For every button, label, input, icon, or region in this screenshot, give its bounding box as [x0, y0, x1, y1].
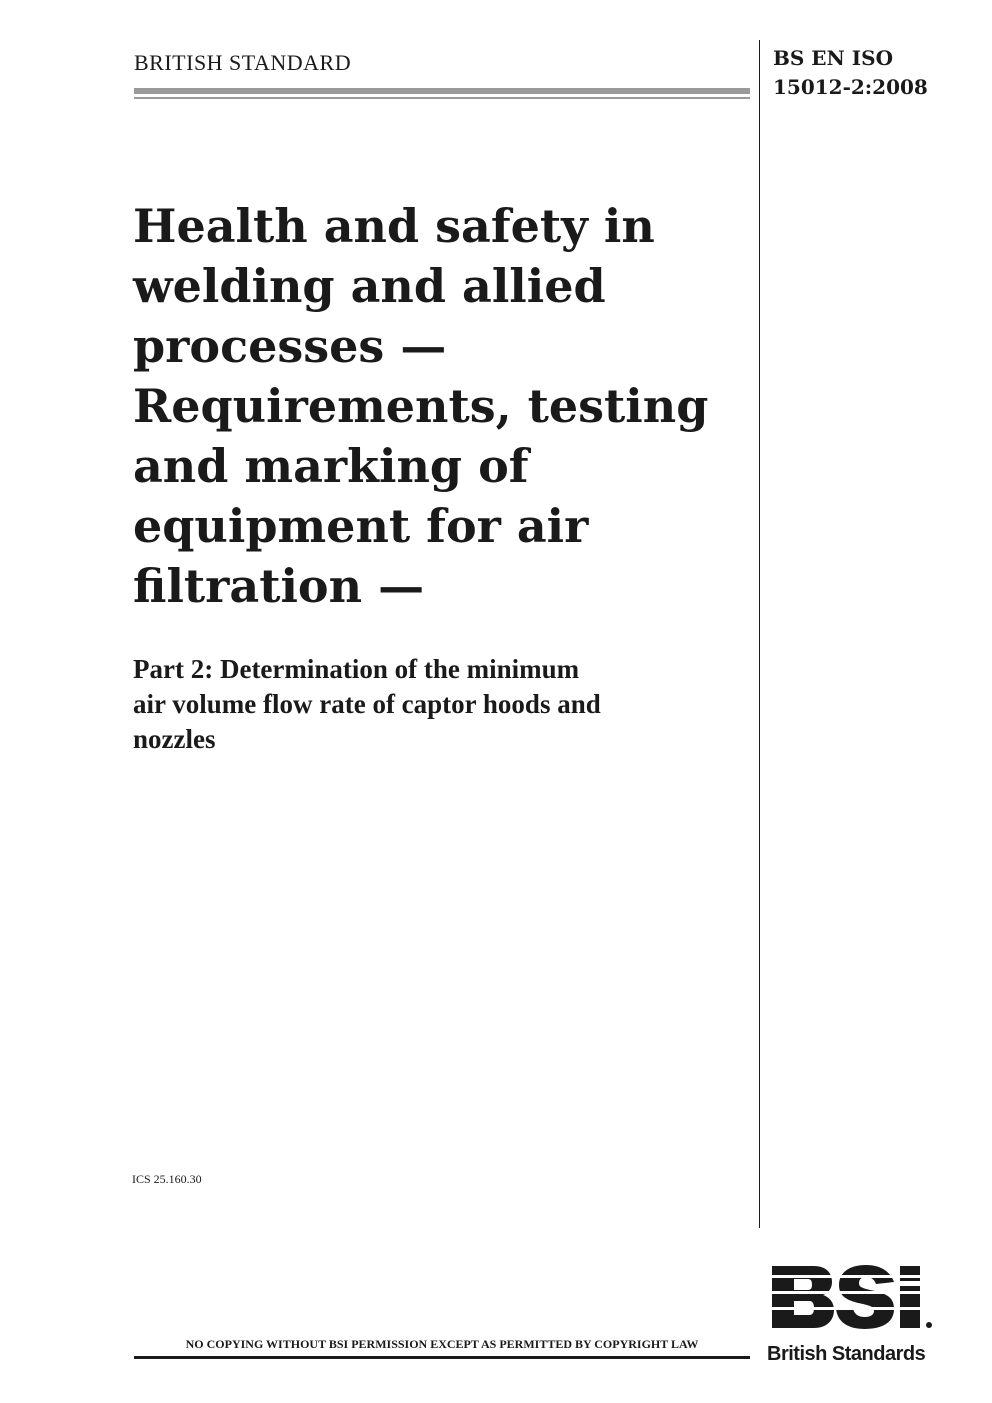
title-line: filtration —: [133, 559, 425, 613]
header-rule-thick: [134, 88, 750, 94]
subtitle-line: nozzles: [133, 724, 216, 754]
copyright-notice: NO COPYING WITHOUT BSI PERMISSION EXCEPT AS PERMITTED BY COPYRIGHT LAW: [185, 1337, 699, 1351]
title-line: Requirements, testing: [133, 379, 709, 433]
vertical-divider: [759, 40, 760, 1228]
header-label: BRITISH STANDARD: [134, 50, 352, 75]
ics-code: ICS 25.160.30: [132, 1172, 202, 1186]
title-line: Health and safety in: [133, 199, 655, 253]
main-title: [133, 196, 733, 616]
standard-number: [773, 44, 928, 102]
bsi-logo-mark: [772, 1265, 932, 1329]
subtitle-line: Part 2: Determination of the minimum: [133, 654, 580, 684]
footer-rule: [134, 1356, 750, 1359]
title-line: processes —: [133, 319, 447, 373]
standard-number-line: BS EN ISO: [773, 46, 894, 70]
standard-number-line: 15012-2:2008: [773, 75, 928, 99]
title-line: equipment for air: [133, 499, 589, 553]
subtitle-line: air volume flow rate of captor hoods and: [133, 689, 601, 719]
title-line: welding and allied: [133, 259, 606, 313]
bsi-tagline: British Standards: [767, 1343, 926, 1365]
subtitle: [133, 652, 753, 757]
header-rule-thin: [134, 97, 750, 99]
title-line: and marking of: [133, 439, 529, 493]
